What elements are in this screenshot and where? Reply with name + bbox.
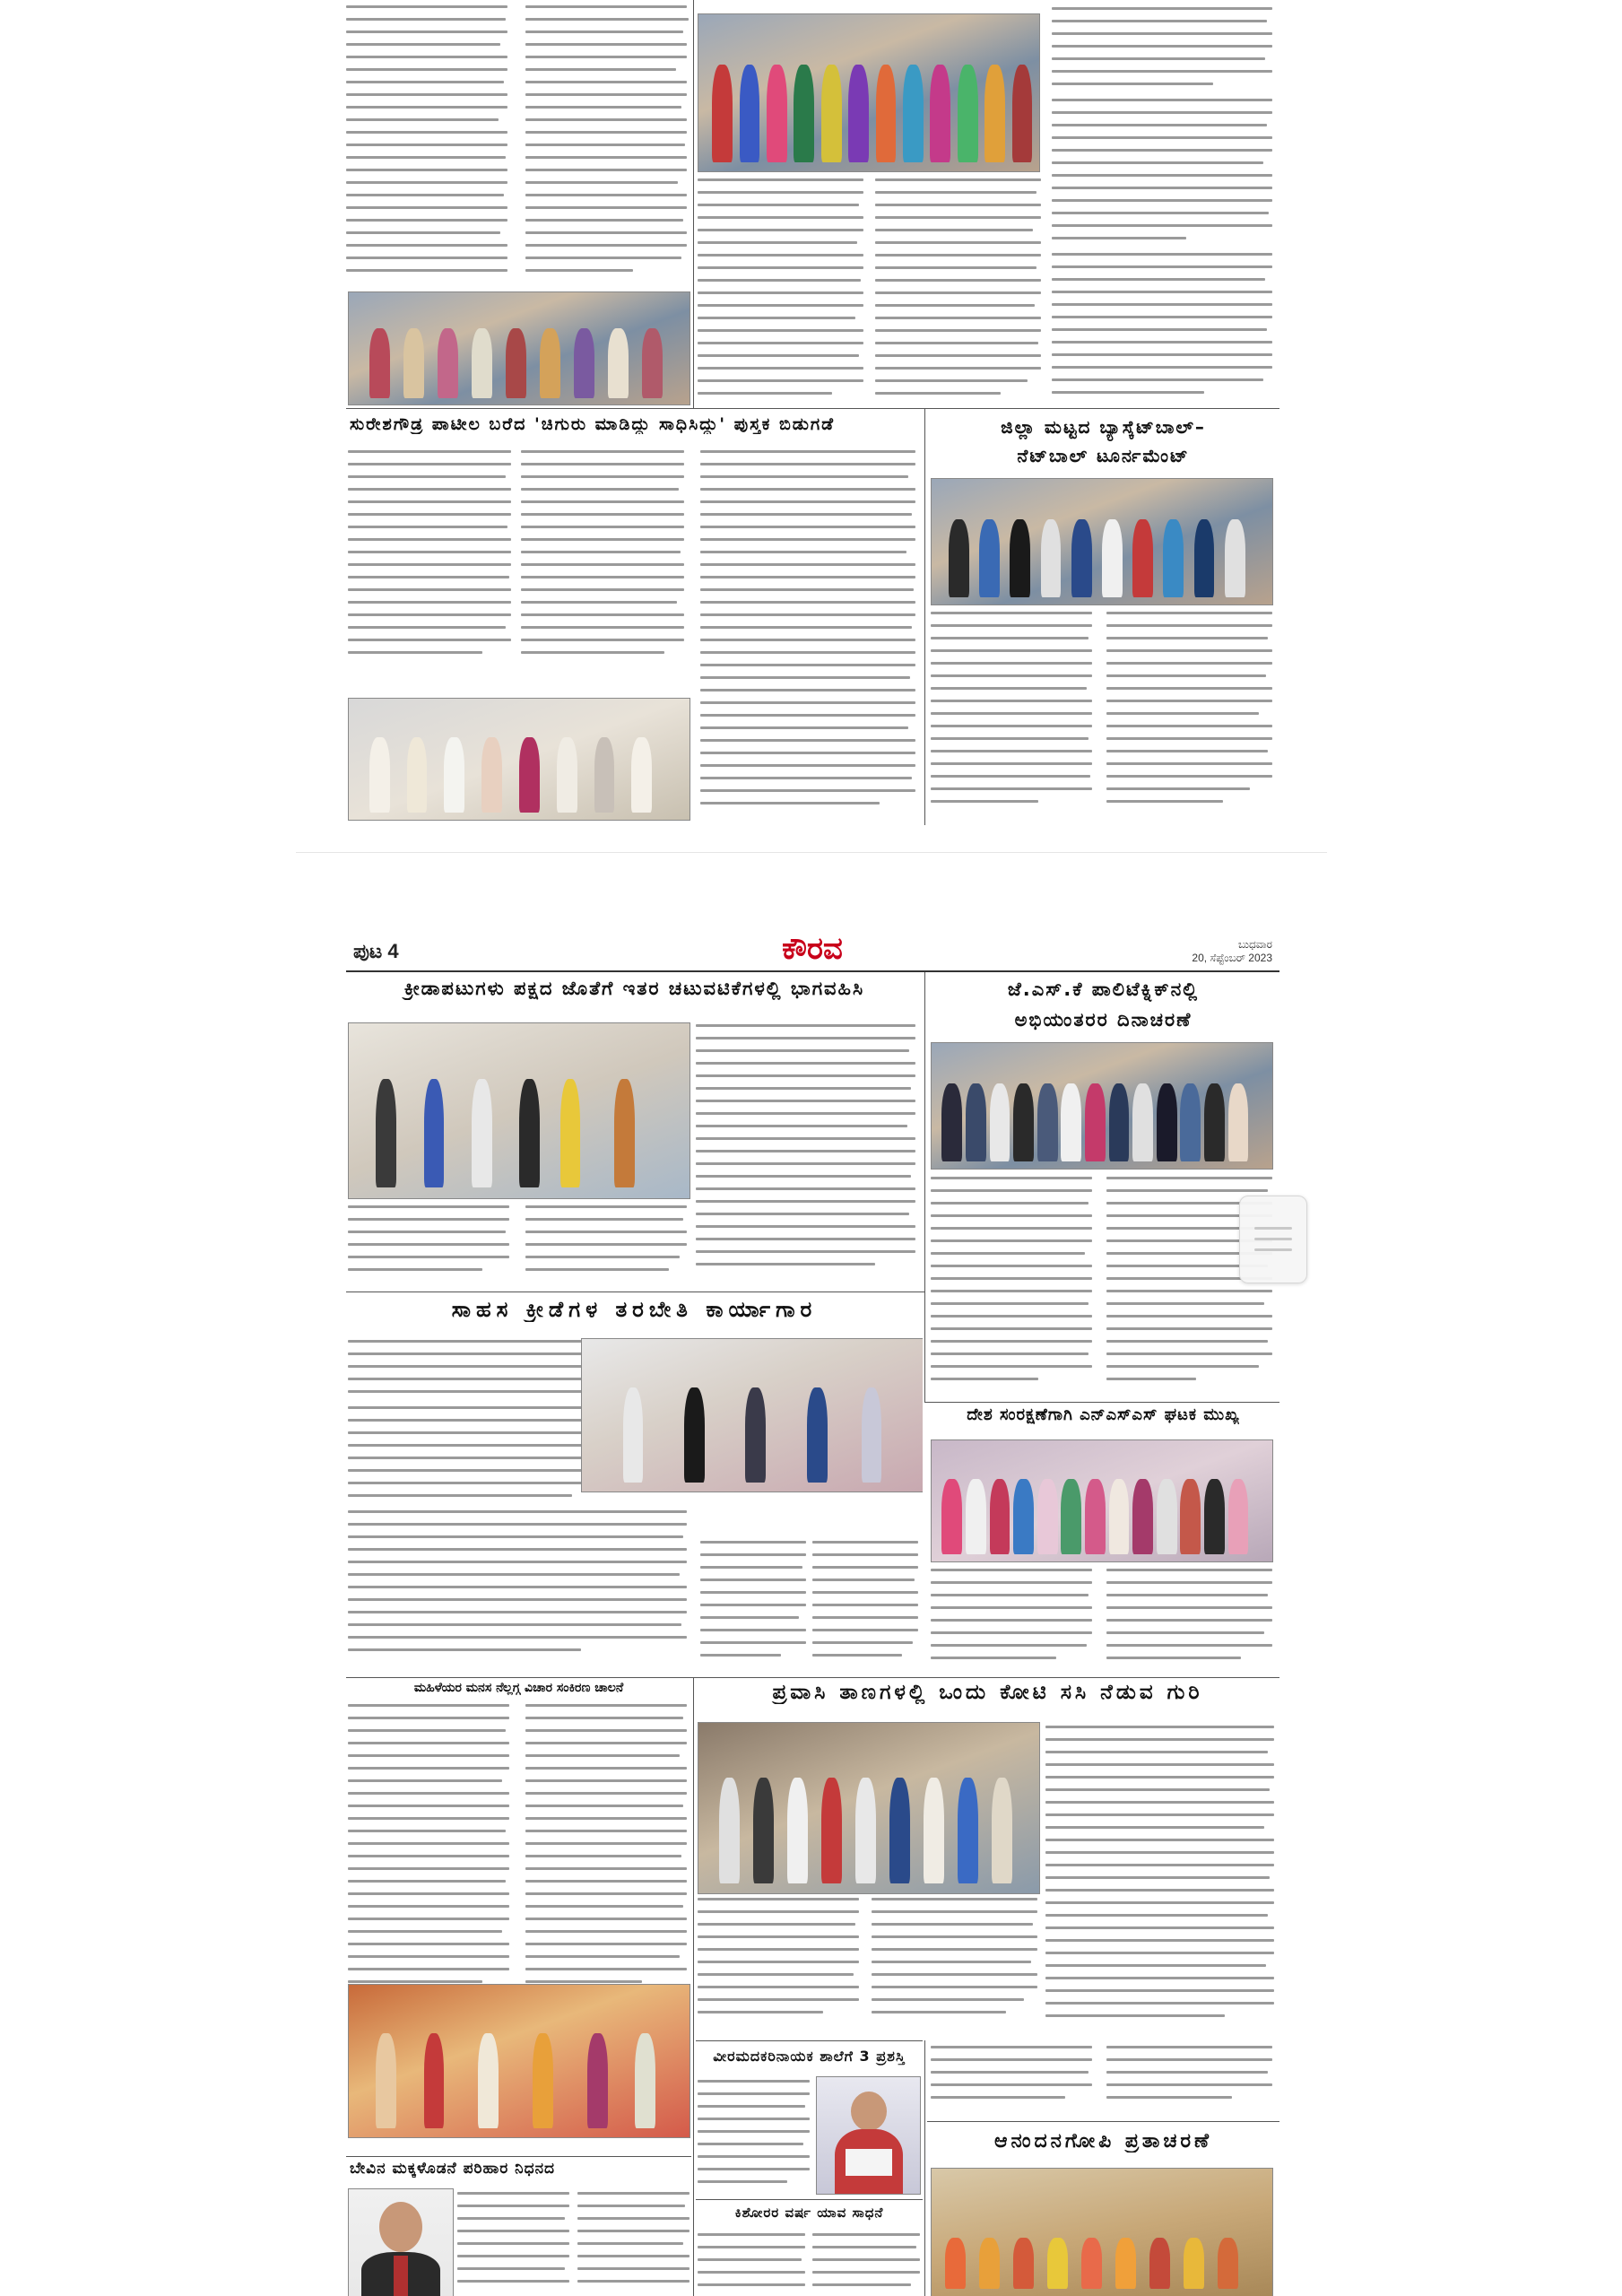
news-photo xyxy=(348,1984,690,2138)
article-headline: ಆನಂದನಗೋಪಿ ಪ್ರತಾಚರಣೆ xyxy=(993,2130,1213,2152)
article-b1 xyxy=(346,974,923,1290)
article-headline: ಕ್ರೀಡಾಪಟುಗಳು ಪಕ್ಷದ ಜೊತೆಗೆ ಇತರ ಚಟುವಟಿಕೆಗಳಲ್ಲಿ ಭಾಗವಹಿಸಿ xyxy=(403,978,865,999)
article-b7 xyxy=(696,2040,923,2197)
article-body xyxy=(346,1700,691,2005)
article-b3 xyxy=(346,1293,923,1675)
article-headline: ಜೆ.ಎಸ್.ಕೆ ಪಾಲಿಟೆಕ್ನಿಕ್‌ನಲ್ಲಿ ಅಭಿಯಂತರರ ದಿನಾಚರಣೆ xyxy=(1007,978,1200,1031)
article-headline: ವೀರಮದಕರಿನಾಯಕ ಶಾಲೆಗೆ 3 ಪ್ರಶಸ್ತಿ xyxy=(713,2048,906,2065)
article-headline: ಬೇವಿನ ಮಕ್ಕಳೊಡನೆ ಪರಿಹಾರ ನಿಧನದ xyxy=(350,2160,556,2178)
news-photo xyxy=(581,1338,923,1492)
page-number: ಪುಟ 4 xyxy=(353,940,399,962)
newspaper-page-4 xyxy=(346,0,1279,2296)
article-headline: ದೇಶ ಸಂರಕ್ಷಣೆಗಾಗಿ ಎನ್‌ಎಸ್‌ಎಸ್ ಘಟಕ ಮುಖ್ಯ xyxy=(967,1405,1240,1424)
dateline xyxy=(1192,938,1272,965)
article-body xyxy=(927,1565,1279,1673)
masthead-rule xyxy=(346,970,1279,972)
article-b6 xyxy=(696,1679,1279,2038)
article-headline: ಕಿಶೋರರ ವರ್ಷ ಯಾವ ಸಾಧನೆ xyxy=(734,2205,884,2221)
article-body xyxy=(346,1019,923,1288)
article-b4 xyxy=(927,1404,1279,1675)
news-photo xyxy=(931,2168,1273,2296)
portrait-photo xyxy=(348,2188,454,2296)
newspaper-logo: ಕೌರವ xyxy=(782,933,843,966)
article-headline: ಪ್ರವಾಸಿ ತಾಣಗಳಲ್ಲಿ ಒಂದು ಕೋಟಿ ಸಸಿ ನೆಡುವ ಗುರಿ xyxy=(772,1681,1203,1704)
article-b5 xyxy=(346,1679,691,2154)
news-photo xyxy=(931,1439,1273,1562)
article-body xyxy=(698,2230,922,2296)
column-rule xyxy=(924,2040,925,2296)
menu-icon[interactable] xyxy=(1239,1196,1307,1283)
article-body xyxy=(696,1722,1279,2036)
article-b9 xyxy=(346,2156,691,2296)
masthead xyxy=(346,933,1279,969)
section-rule xyxy=(924,1402,1279,1403)
article-body xyxy=(927,2042,1279,2123)
article-body xyxy=(457,2188,690,2296)
column-rule xyxy=(693,1677,694,2296)
article-headline: ಮಹಿಳೆಯರ ಮನಸ ನೆಲ್ಲಗ್ಗ ವಿಚಾರ ಸಂಕಿರಣ ಚಾಲನೆ xyxy=(413,1681,624,1695)
issue-date: 20, ಸೆಪ್ಟೆಂಬರ್ 2023 xyxy=(1192,952,1272,964)
article-b2 xyxy=(927,974,1279,1400)
weekday: ಬುಧವಾರ xyxy=(1238,938,1272,951)
article-body xyxy=(927,1173,1279,1397)
news-photo xyxy=(816,2076,921,2195)
article-headline: ಸಾಹಸ ಕ್ರೀಡೆಗಳ ತರಬೇತಿ ಕಾರ್ಯಾಗಾರ xyxy=(451,1297,818,1322)
article-b8 xyxy=(927,2042,1279,2296)
news-photo xyxy=(931,1042,1273,1170)
article-headline: ಸುರೇಶಗೌಡ್ರ ಪಾಟೀಲ ಬರೆದ 'ಚಿಗುರು ಮಾಡಿದ್ದು ಸಾಧಿಸಿದ್ದು' ಪುಸ್ತಕ ಬಿಡುಗಡೆ xyxy=(350,414,836,434)
article-b10 xyxy=(696,2199,923,2296)
article-body xyxy=(698,2076,814,2193)
section-rule xyxy=(346,1677,1279,1678)
article-headline: ಜಿಲ್ಲಾ ಮಟ್ಟದ ಬ್ಯಾಸ್ಕೆಟ್‌ಬಾಲ್– ನೆಟ್‌ಬಾಲ್ ಟೂರ್ನಮೆಂಟ್ xyxy=(1001,416,1206,466)
column-rule xyxy=(924,972,925,1403)
